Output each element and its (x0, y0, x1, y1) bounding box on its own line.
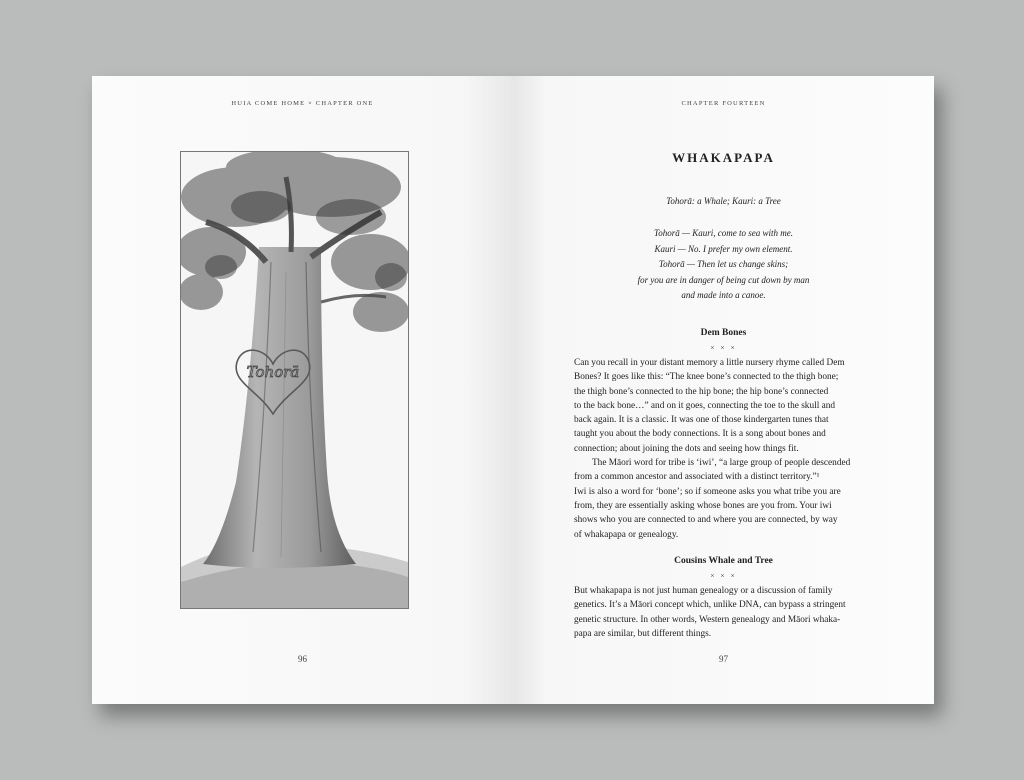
section-divider-marks: × × × (710, 571, 737, 580)
text-line: back again. It is a classic. It was one of those kindergarten tunes that (574, 415, 829, 426)
carved-heart-text: Tohorā (246, 363, 300, 381)
epigraph-title: Tohorā: a Whale; Kauri: a Tree (666, 196, 781, 206)
epigraph-line: Tohorā — Kauri, come to sea with me. (654, 228, 793, 238)
text-line: connection; about joining the dots and seeing how things fit. (574, 443, 799, 454)
left-page (92, 76, 513, 704)
text-line: to the back bone…” and on it goes, connecting the toe to the skull and (574, 400, 836, 411)
text-line: the thigh bone’s connected to the hip bone; the hip bone’s connected (574, 386, 829, 397)
text-line: Bones? It goes like this: “The knee bone’s connected to the thigh bone; (574, 372, 839, 383)
epigraph-line: for you are in danger of being cut down by man (637, 274, 810, 285)
text-line: shows who you are connected to and where you are connected, by way (574, 515, 838, 526)
epigraph-line: Tohorā — Then let us change skins; (658, 259, 789, 269)
text-line: from a common ancestor and associated with a distinct territory.”¹ (574, 472, 820, 483)
text-line: Can you recall in your distant memory a little nursery rhyme called Dem (574, 358, 845, 368)
text-line: But whakapapa is not just human genealogy or a discussion of family (574, 586, 833, 596)
text-line: from, they are essentially asking whose bones are you from. Your iwi (574, 500, 832, 511)
text-line: papa are similar, but different things. (574, 628, 712, 639)
epigraph (513, 226, 934, 304)
text-line: genetic structure. In other words, Western genealogy and Māori whaka- (574, 614, 841, 625)
epigraph-line: and made into a canoe. (681, 290, 766, 300)
text-line: of whakapapa or genealogy. (574, 529, 679, 540)
page-number-right: 97 (719, 654, 728, 664)
running-head-left: HUIA COME HOME × CHAPTER ONE (231, 100, 374, 107)
page-number-left: 96 (298, 654, 307, 664)
section-heading-dem-bones: Dem Bones (700, 328, 747, 338)
text-line: The Māori word for tribe is ‘iwi’, “a large group of people descended (592, 458, 851, 469)
epigraph-line: Kauri — No. I prefer my own element. (654, 243, 793, 254)
text-line: Iwi is also a word for ‘bone’; so if someone asks you what tribe you are (574, 486, 841, 497)
tree-illustration (180, 151, 409, 609)
tree-drawing (181, 152, 408, 608)
paragraph-cousins (574, 584, 876, 641)
book-spread (92, 76, 934, 704)
section-divider-marks: × × × (710, 343, 737, 352)
section-heading-cousins: Cousins Whale and Tree (674, 556, 773, 566)
paragraph-dem-bones (574, 356, 876, 542)
running-head-right: CHAPTER FOURTEEN (681, 100, 766, 107)
text-line: taught you about the body connections. It is a song about bones and (574, 429, 826, 440)
right-page (513, 76, 934, 704)
chapter-title: WHAKAPAPA (672, 150, 775, 165)
text-line: genetics. It’s a Māori concept which, unlike DNA, can bypass a stringent (574, 600, 846, 611)
